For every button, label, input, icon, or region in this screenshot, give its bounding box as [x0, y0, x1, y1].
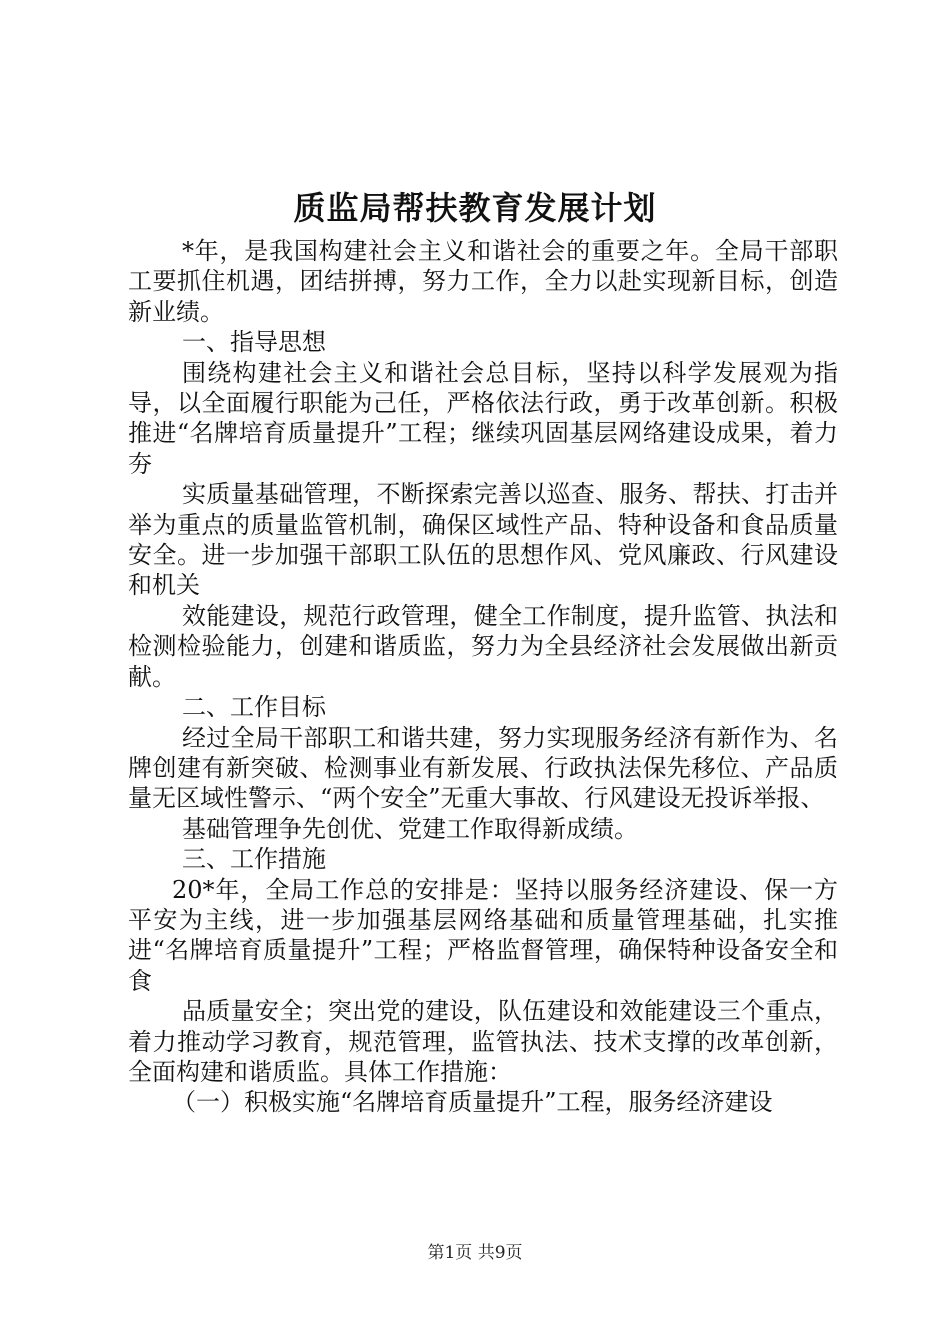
body-paragraph: 20*年，全局工作总的安排是：坚持以服务经济建设、保一方平安为主线，进一步加强基层网络基础和质量管理基础，扎实推进“名牌培育质量提升”工程；严格监督管理，确保特种设备安全和食 [128, 875, 838, 995]
body-paragraph: 经过全局干部职工和谐共建，努力实现服务经济有新作为、名牌创建有新突破、检测事业有新发展、行政执法保先移位、产品质量无区域性警示、“两个安全”无重大事故、行风建设无投诉举报、 [128, 723, 838, 813]
section-heading-work-goals: 二、工作目标 [182, 693, 326, 722]
body-paragraph: 品质量安全；突出党的建设，队伍建设和效能建设三个重点，着力推动学习教育，规范管理，监管执法、技术支撑的改革创新，全面构建和谐质监。具体工作措施： [128, 997, 838, 1086]
page-number-footer: 第1页 共9页 [427, 1243, 523, 1263]
subsection-heading-brand-cultivation: （一）积极实施“名牌培育质量提升”工程，服务经济建设 [172, 1088, 773, 1117]
section-heading-guiding-ideology: 一、指导思想 [182, 328, 326, 357]
body-paragraph: 实质量基础管理，不断探索完善以巡查、服务、帮扶、打击并举为重点的质量监管机制，确保区域性产品、特种设备和食品质量安全。进一步加强干部职工队伍的思想作风、党风廉政、行风建设和机关 [128, 480, 838, 600]
section-heading-work-measures: 三、工作措施 [182, 845, 326, 874]
body-paragraph: 基础管理争先创优、党建工作取得新成绩。 [182, 814, 638, 843]
document-title: 质监局帮扶教育发展计划 [293, 189, 657, 227]
body-paragraph: 效能建设，规范行政管理，健全工作制度，提升监管、执法和检测检验能力，创建和谐质监，努力为全县经济社会发展做出新贡献。 [128, 601, 838, 691]
body-paragraph: 围绕构建社会主义和谐社会总目标，坚持以科学发展观为指导，以全面履行职能为己任，严格依法行政，勇于改革创新。积极推进“名牌培育质量提升”工程；继续巩固基层网络建设成果，着力夯 [128, 358, 838, 478]
document-body [128, 236, 838, 1118]
intro-paragraph: *年，是我国构建社会主义和谐社会的重要之年。全局干部职工要抓住机遇，团结拼搏，努力工作，全力以赴实现新目标，创造新业绩。 [128, 237, 838, 326]
